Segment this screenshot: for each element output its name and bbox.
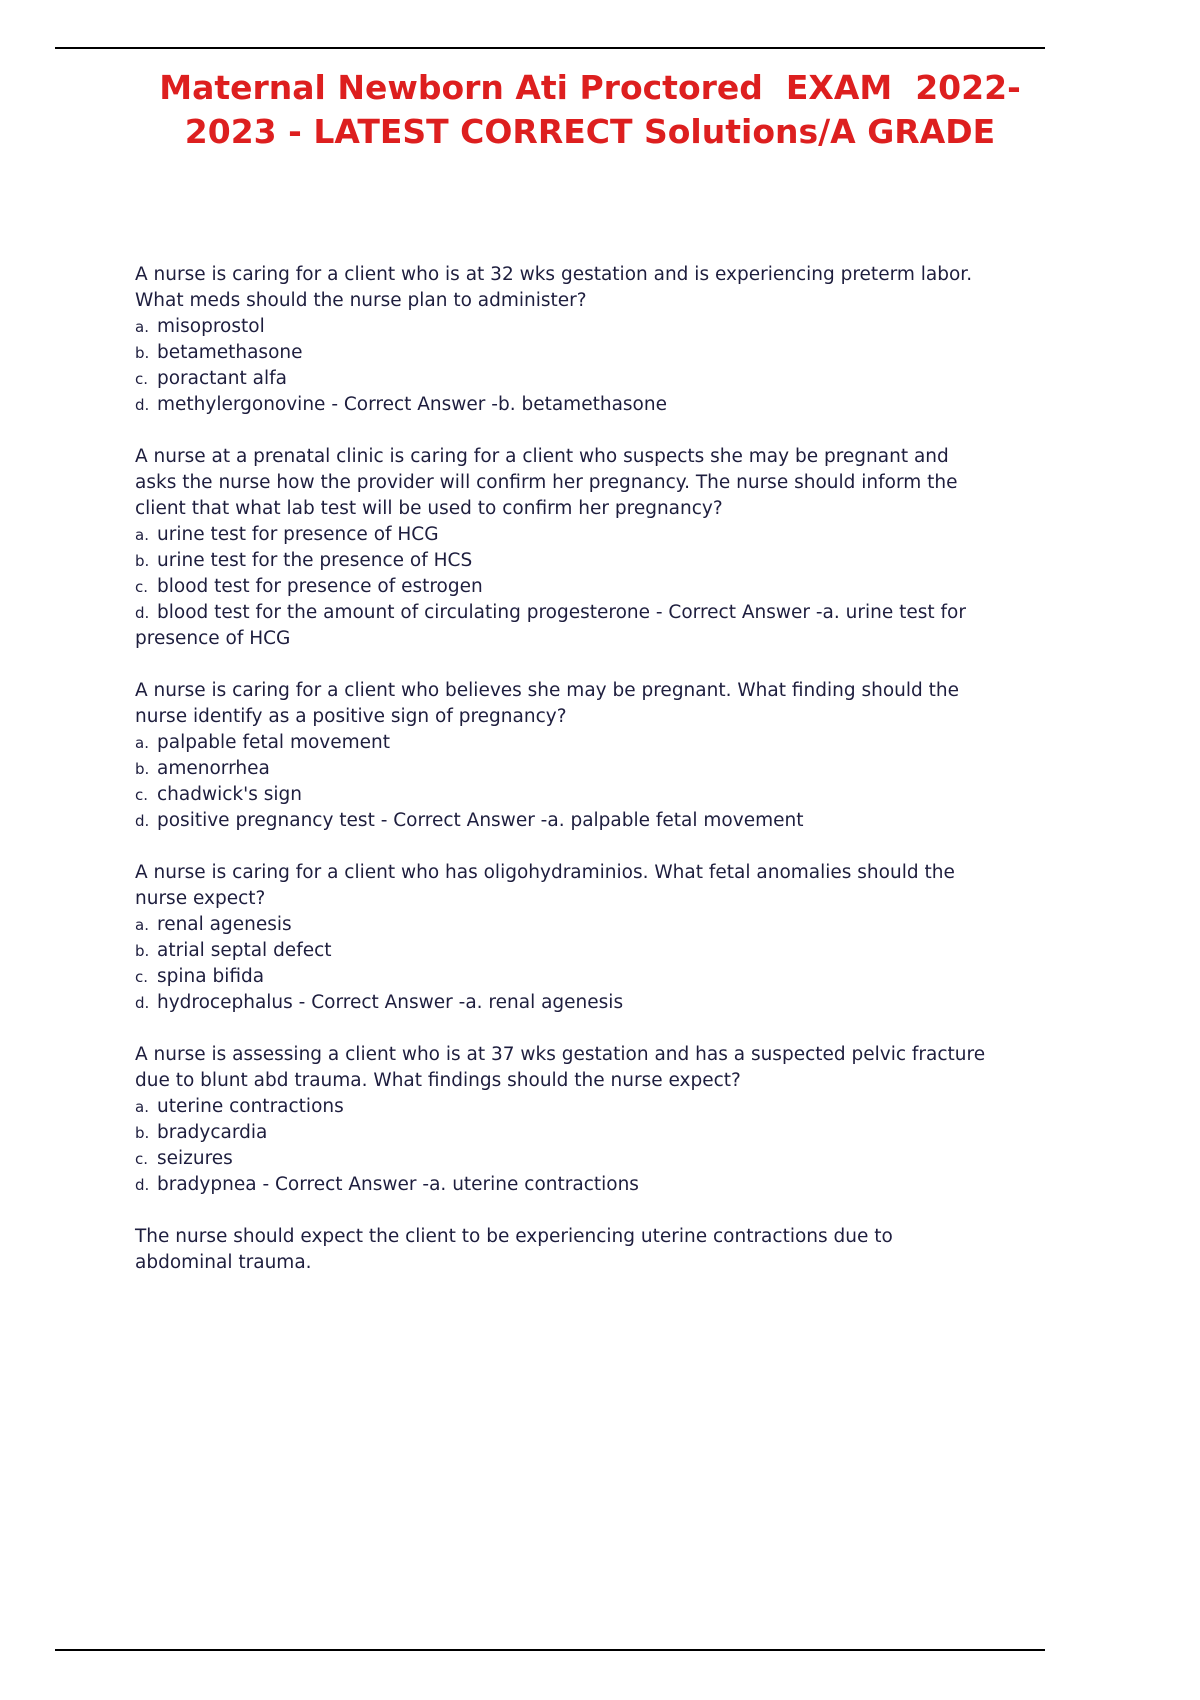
option-text: hydrocephalus - Correct Answer -a. renal agenesis bbox=[157, 992, 624, 1013]
option-row bbox=[135, 522, 987, 548]
question-block-2 bbox=[135, 444, 987, 652]
question-block-1 bbox=[135, 262, 987, 418]
option-letter: b. bbox=[135, 1124, 150, 1142]
option-row bbox=[135, 938, 987, 964]
option-letter: d. bbox=[135, 1176, 150, 1194]
option-row bbox=[135, 314, 987, 340]
option-row bbox=[135, 548, 987, 574]
option-text: bradypnea - Correct Answer -a. uterine contractions bbox=[157, 1174, 639, 1195]
option-row bbox=[135, 1172, 987, 1198]
option-row bbox=[135, 964, 987, 990]
option-letter: b. bbox=[135, 344, 150, 362]
option-text: uterine contractions bbox=[157, 1096, 344, 1117]
option-letter: a. bbox=[135, 916, 149, 934]
option-letter: a. bbox=[135, 526, 149, 544]
option-text: betamethasone bbox=[157, 342, 303, 363]
option-letter: c. bbox=[135, 370, 149, 388]
option-row bbox=[135, 1146, 987, 1172]
question-text: A nurse is caring for a client who has oligohydraminios. What fetal anomalies should the nurse expect? bbox=[135, 862, 955, 909]
option-text: palpable fetal movement bbox=[157, 732, 391, 753]
option-letter: a. bbox=[135, 734, 149, 752]
option-text: seizures bbox=[157, 1148, 233, 1169]
option-row bbox=[135, 782, 987, 808]
document-title bbox=[80, 66, 1100, 154]
option-text: amenorrhea bbox=[157, 758, 270, 779]
option-row bbox=[135, 990, 987, 1016]
option-text: atrial septal defect bbox=[157, 940, 332, 961]
option-text: chadwick's sign bbox=[157, 784, 302, 805]
option-row bbox=[135, 340, 987, 366]
option-text: urine test for the presence of HCS bbox=[157, 550, 473, 571]
option-letter: b. bbox=[135, 552, 150, 570]
bottom-rule bbox=[55, 1649, 1045, 1651]
option-text: misoprostol bbox=[157, 316, 265, 337]
option-row bbox=[135, 574, 987, 600]
option-row bbox=[135, 600, 987, 652]
option-row bbox=[135, 1120, 987, 1146]
option-letter: a. bbox=[135, 318, 149, 336]
question-block-4 bbox=[135, 860, 987, 1016]
option-letter: d. bbox=[135, 812, 150, 830]
option-row bbox=[135, 392, 987, 418]
question-text: A nurse is caring for a client who believes she may be pregnant. What finding should the nurse identify as a positive sign of pregnancy? bbox=[135, 680, 959, 727]
option-text: urine test for presence of HCG bbox=[157, 524, 439, 545]
question-text: A nurse is assessing a client who is at 37 wks gestation and has a suspected pelvic fracture due to blunt abd trauma. What findings should the nurse expect? bbox=[135, 1044, 986, 1091]
option-letter: b. bbox=[135, 942, 150, 960]
option-text: spina bifida bbox=[157, 966, 265, 987]
option-text: methylergonovine - Correct Answer -b. betamethasone bbox=[157, 394, 667, 415]
option-letter: b. bbox=[135, 760, 150, 778]
option-letter: c. bbox=[135, 968, 149, 986]
option-text: positive pregnancy test - Correct Answer -a. palpable fetal movement bbox=[157, 810, 804, 831]
document-title-line-2: 2023 - LATEST CORRECT Solutions/A GRADE bbox=[184, 112, 996, 151]
option-row bbox=[135, 756, 987, 782]
option-letter: c. bbox=[135, 578, 149, 596]
option-letter: d. bbox=[135, 604, 150, 622]
option-letter: c. bbox=[135, 1150, 149, 1168]
option-letter: d. bbox=[135, 396, 150, 414]
option-text: bradycardia bbox=[157, 1122, 268, 1143]
option-row bbox=[135, 1094, 987, 1120]
option-text: poractant alfa bbox=[157, 368, 287, 389]
option-row bbox=[135, 912, 987, 938]
option-row bbox=[135, 808, 987, 834]
document-title-line-1: Maternal Newborn Ati Proctored EXAM 2022- bbox=[159, 68, 1021, 107]
option-row bbox=[135, 366, 987, 392]
option-text: renal agenesis bbox=[157, 914, 292, 935]
option-letter: d. bbox=[135, 994, 150, 1012]
top-rule bbox=[55, 47, 1045, 49]
option-text: blood test for presence of estrogen bbox=[157, 576, 483, 597]
closing-note: The nurse should expect the client to be experiencing uterine contractions due to abdominal trauma. bbox=[135, 1226, 893, 1273]
question-block-5 bbox=[135, 1042, 987, 1198]
question-text: A nurse at a prenatal clinic is caring for a client who suspects she may be pregnant and asks the nurse how the provider will confirm her pregnancy. The nurse should inform the client that what lab test will be used to confirm her pregnancy? bbox=[135, 446, 958, 519]
option-letter: a. bbox=[135, 1098, 149, 1116]
document-body bbox=[135, 262, 987, 1276]
option-text: blood test for the amount of circulating progesterone - Correct Answer -a. urine test for presence of HCG bbox=[135, 602, 966, 649]
option-row bbox=[135, 730, 987, 756]
option-letter: c. bbox=[135, 786, 149, 804]
question-block-3 bbox=[135, 678, 987, 834]
question-text: A nurse is caring for a client who is at 32 wks gestation and is experiencing preterm labor. What meds should the nurse plan to administer? bbox=[135, 264, 973, 311]
